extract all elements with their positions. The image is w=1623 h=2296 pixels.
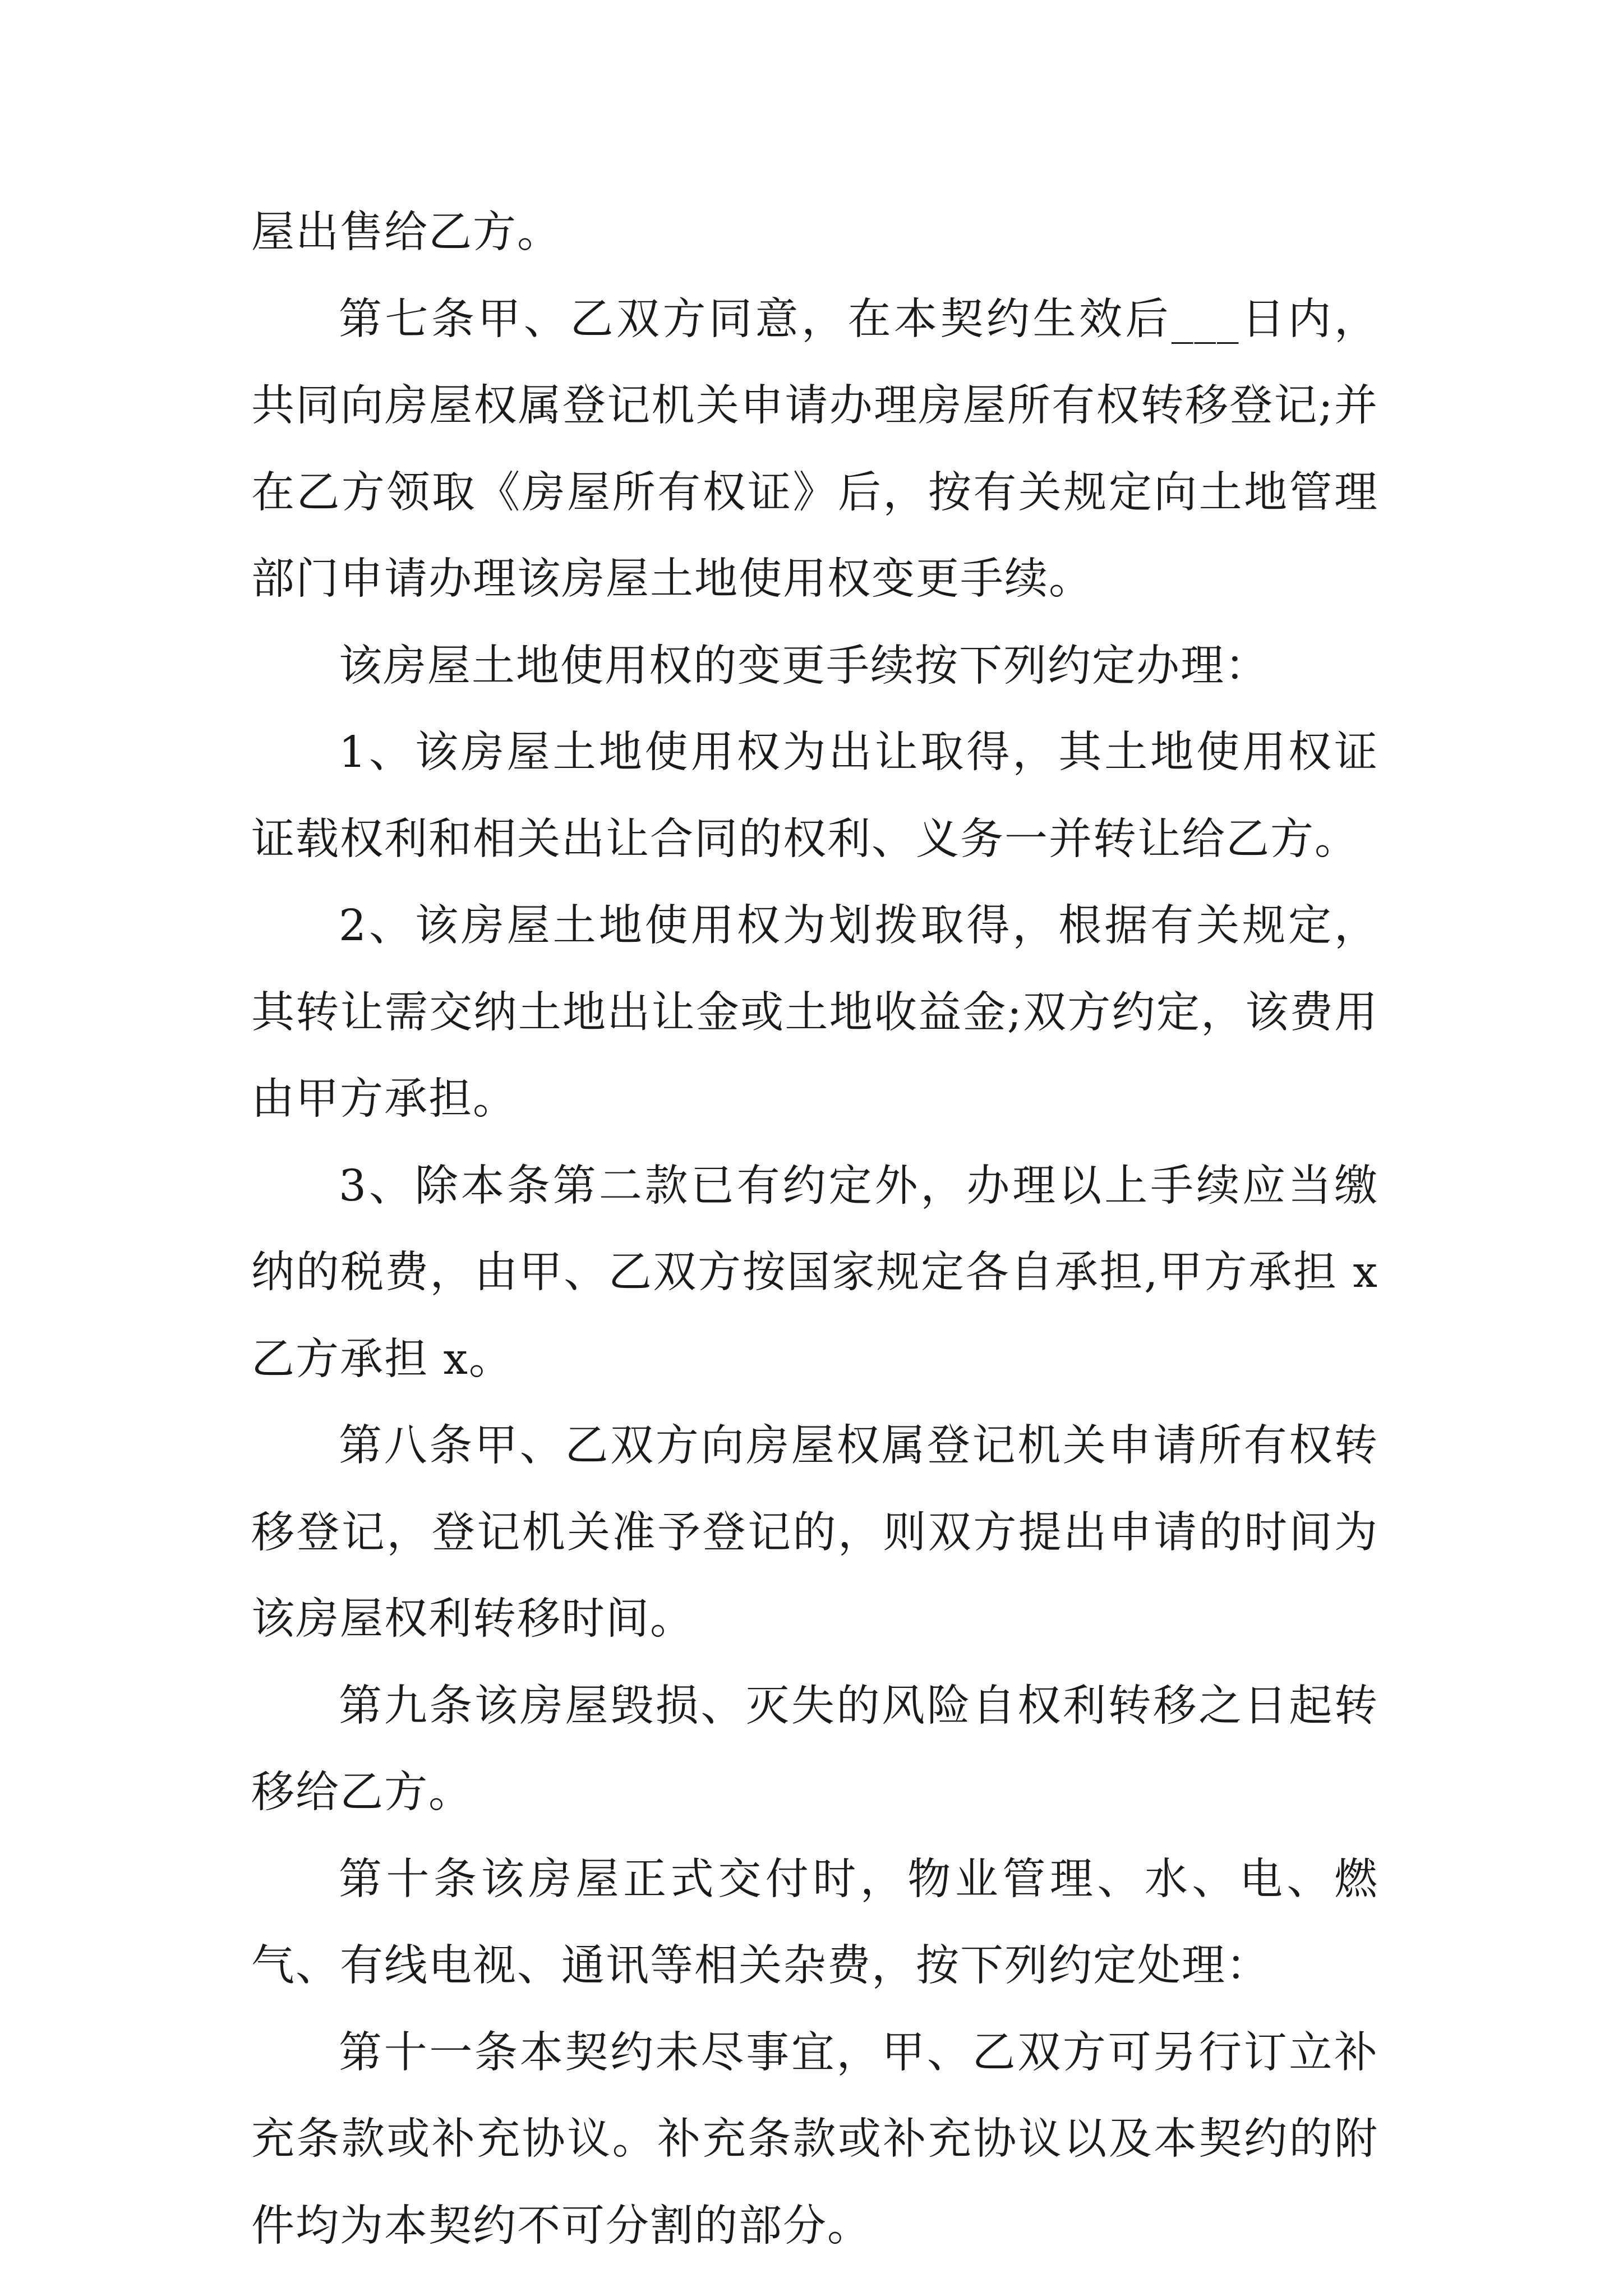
paragraph-continuation: 屋出售给乙方。 — [251, 208, 561, 257]
paragraph-item-2: 2、该房屋土地使用权为划拨取得，根据有关规定，其转让需交纳土地出让金或土地收益金;双方约定，该费用由甲方承担。 — [251, 901, 1378, 1124]
paragraph-item-3: 3、除本条第二款已有约定外，办理以上手续应当缴纳的税费，由甲、乙双方按国家规定各自承担,甲方承担 x 乙方承担 x。 — [251, 1161, 1378, 1384]
paragraph-article-7: 第七条甲、乙双方同意，在本契约生效后___日内，共同向房屋权属登记机关申请办理房屋所有权转移登记;并在乙方领取《房屋所有权证》后，按有关规定向土地管理部门申请办理该房屋土地使用权变更手续。 — [251, 294, 1378, 604]
paragraph-article-9: 第九条该房屋毁损、灭失的风险自权利转移之日起转移给乙方。 — [251, 1681, 1378, 1818]
paragraph-article-10: 第十条该房屋正式交付时，物业管理、水、电、燃气、有线电视、通讯等相关杂费，按下列约定处理： — [251, 1854, 1378, 1991]
paragraph-article-11: 第十一条本契约未尽事宜，甲、乙双方可另行订立补充条款或补充协议。补充条款或补充协议以及本契约的附件均为本契约不可分割的部分。 — [251, 2027, 1378, 2251]
paragraph-land-use-intro: 该房屋土地使用权的变更手续按下列约定办理： — [339, 641, 1269, 691]
paragraph-item-1: 1、该房屋土地使用权为出让取得，其土地使用权证证载权利和相关出让合同的权利、义务一并转让给乙方。 — [251, 728, 1378, 864]
paragraph-article-8: 第八条甲、乙双方向房屋权属登记机关申请所有权转移登记，登记机关准予登记的，则双方提出申请的时间为该房屋权利转移时间。 — [251, 1421, 1378, 1644]
document-body — [251, 190, 1378, 2270]
